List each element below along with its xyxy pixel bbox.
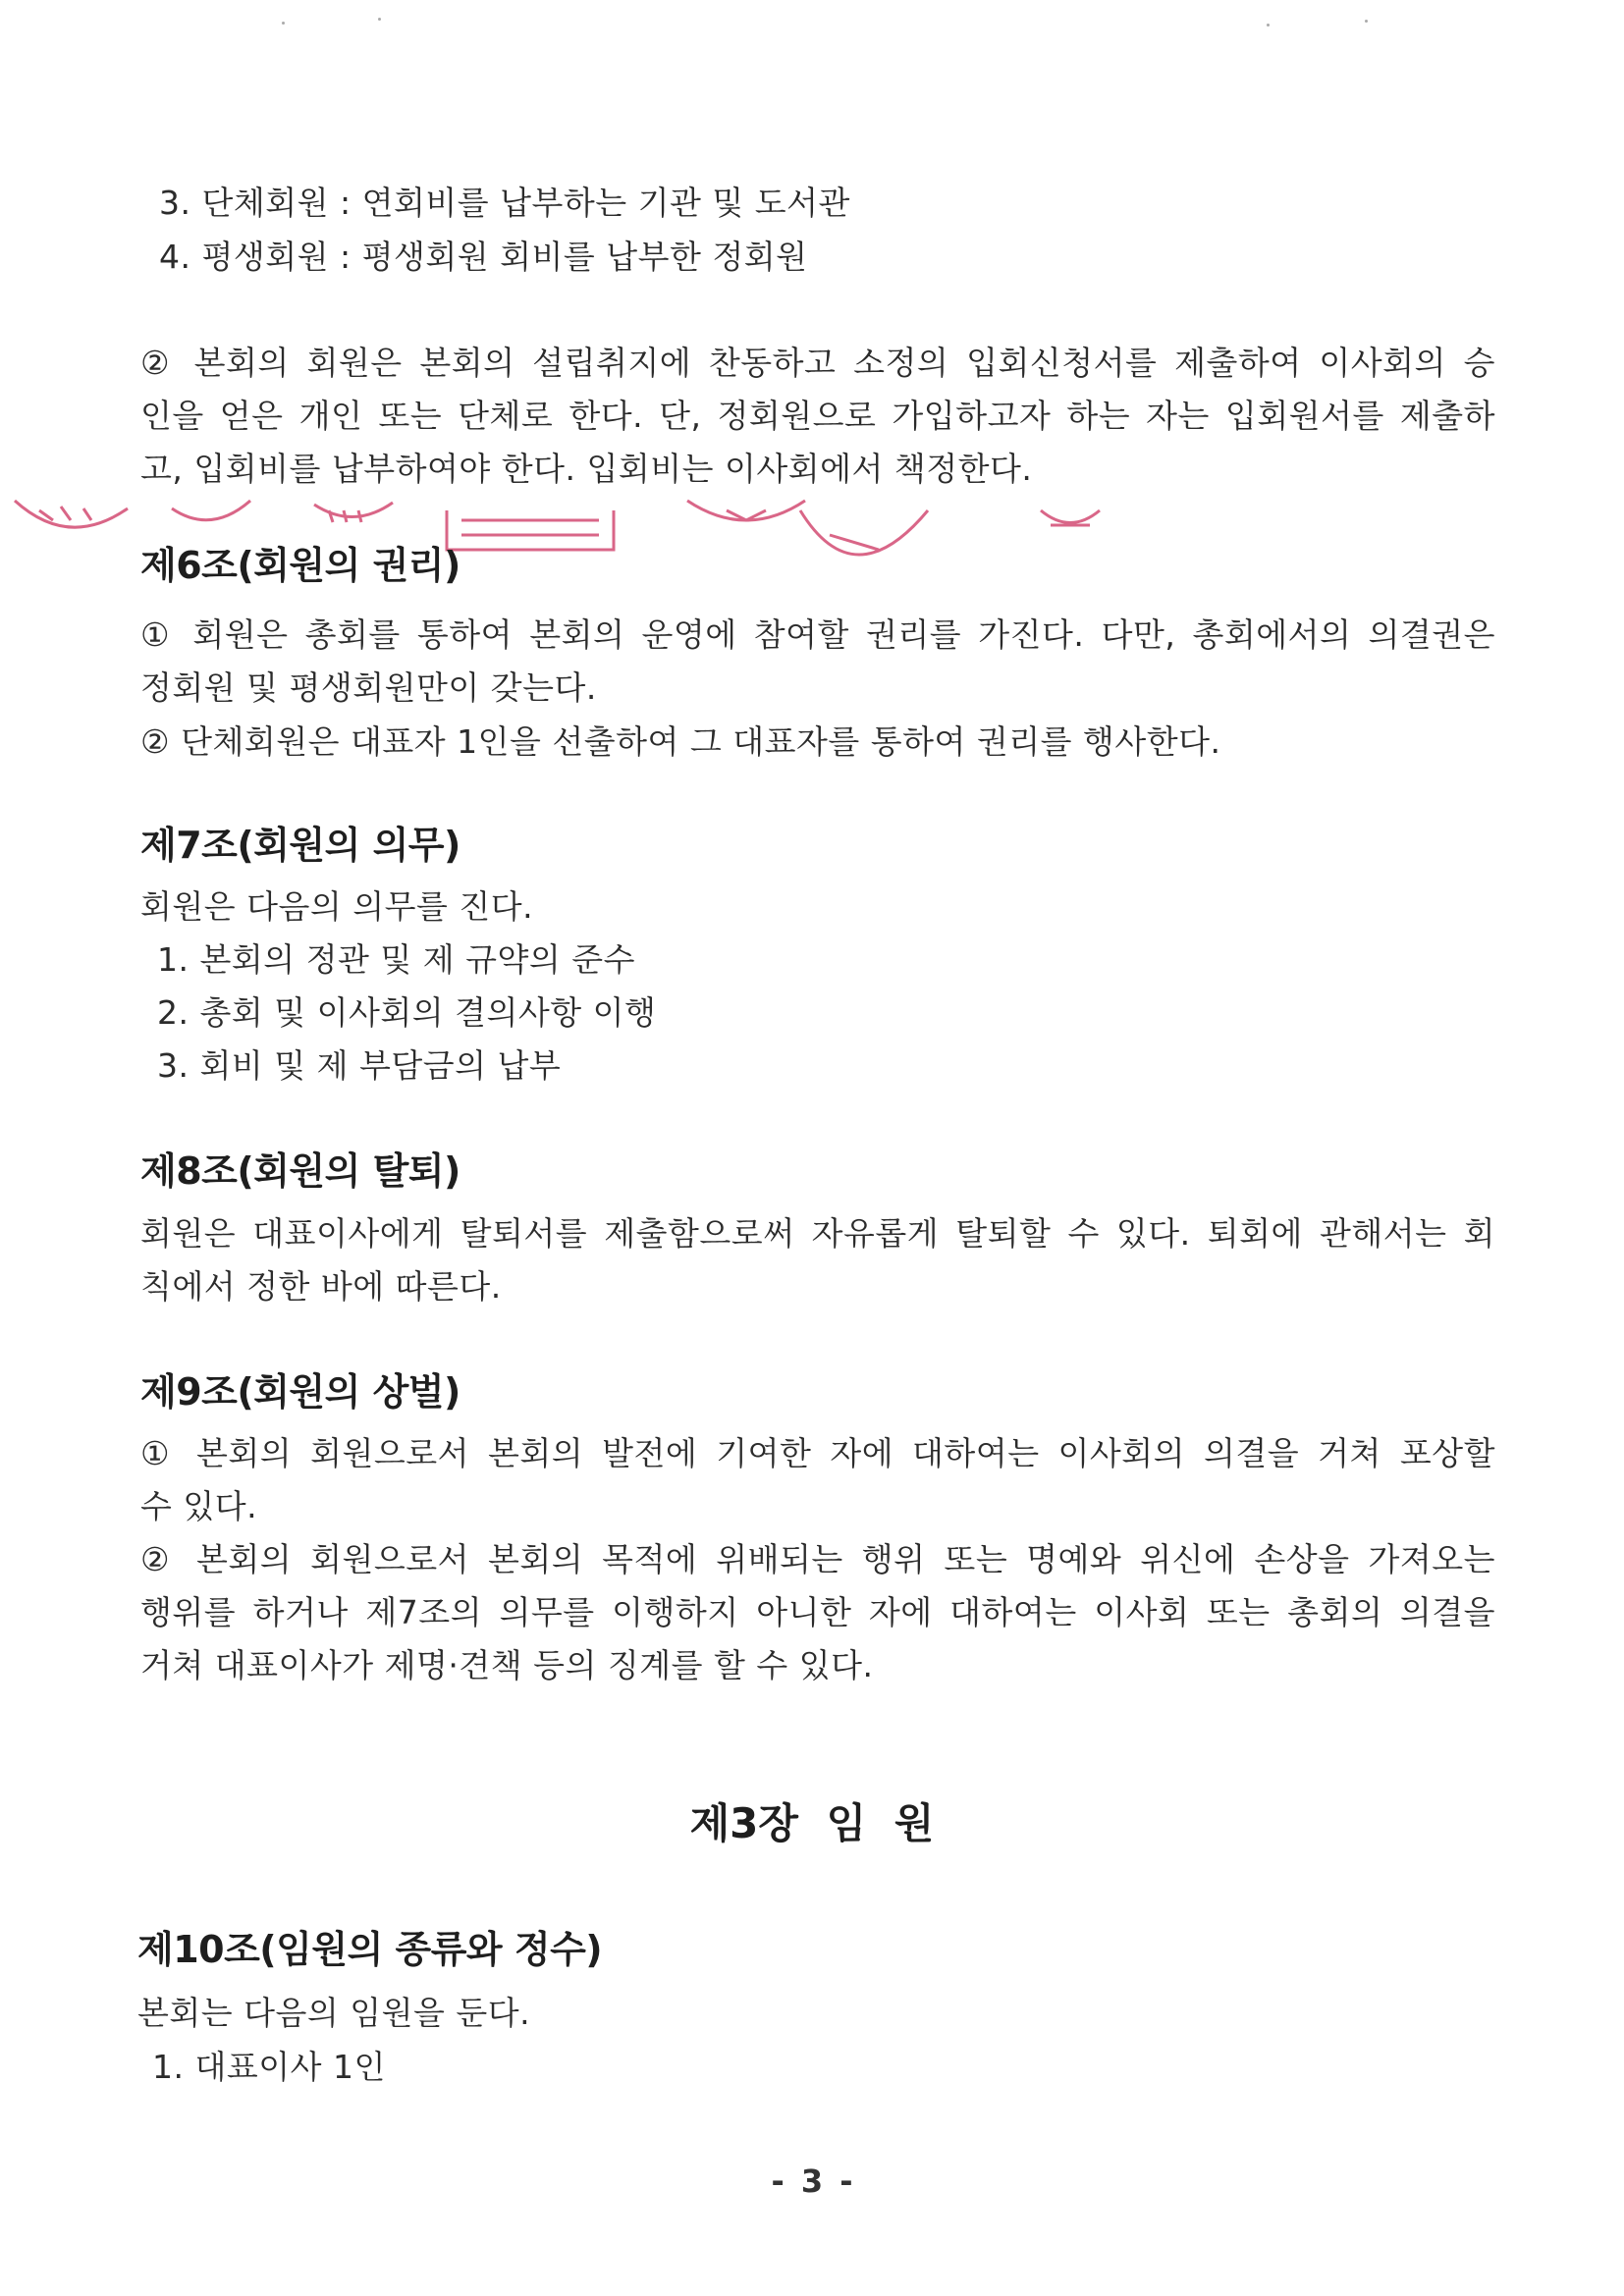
seal-stamp xyxy=(687,501,805,520)
article-heading: 제10조(임원의 종류와 정수) xyxy=(137,1928,603,1971)
paragraph-line: 칙에서 정한 바에 따른다. xyxy=(140,1267,502,1306)
seal-stamp xyxy=(1041,510,1100,525)
paragraph-line: 회원은 대표이사에게 탈퇴서를 제출함으로써 자유롭게 탈퇴할 수 있다. 퇴회에 관해서는 회 xyxy=(140,1214,1495,1253)
list-item: 3. 회비 및 제 부담금의 납부 xyxy=(157,1046,562,1085)
list-item: 1. 대표이사 1인 xyxy=(152,2048,386,2086)
list-item: 1. 본회의 정관 및 제 규약의 준수 xyxy=(157,940,635,979)
chapter-title: 제3장 임 원 xyxy=(689,1799,935,1847)
list-item: 3. 단체회원 : 연회비를 납부하는 기관 및 도서관 xyxy=(159,184,850,222)
scan-speck xyxy=(1365,20,1368,23)
paragraph-line: 본회는 다음의 임원을 둔다. xyxy=(137,1994,531,2032)
paragraph-line: ① 회원은 총회를 통하여 본회의 운영에 참여할 권리를 가진다. 다만, 총회에서의 의결권은 xyxy=(140,615,1495,654)
list-item: 4. 평생회원 : 평생회원 회비를 납부한 정회원 xyxy=(159,238,808,276)
paragraph-line: ② 단체회원은 대표자 1인을 선출하여 그 대표자를 통하여 권리를 행사한다. xyxy=(140,722,1221,761)
seal-stamp xyxy=(800,510,928,555)
article-heading: 제9조(회원의 상벌) xyxy=(140,1370,460,1414)
paragraph-line: ① 본회의 회원으로서 본회의 발전에 기여한 자에 대하여는 이사회의 의결을 거쳐 포상할 xyxy=(140,1434,1495,1472)
paragraph-line: 회원은 다음의 의무를 진다. xyxy=(140,887,534,926)
scan-speck xyxy=(378,18,381,21)
seal-stamp xyxy=(39,507,91,520)
article-heading: 제8조(회원의 탈퇴) xyxy=(140,1149,460,1193)
seal-stamp xyxy=(172,501,250,520)
paragraph-line: 고, 입회비를 납부하여야 한다. 입회비는 이사회에서 책정한다. xyxy=(140,450,1033,488)
page-number: - 3 - xyxy=(771,2163,853,2200)
seal-stamp xyxy=(314,503,393,522)
paragraph-line: ② 본회의 회원은 본회의 설립취지에 찬동하고 소정의 입회신청서를 제출하여 이사회의 승 xyxy=(140,344,1495,382)
article-heading: 제7조(회원의 의무) xyxy=(140,824,460,867)
scan-speck xyxy=(282,22,285,25)
seal-stamp xyxy=(447,510,614,550)
scan-speck xyxy=(1267,24,1270,27)
paragraph-line: 수 있다. xyxy=(140,1487,258,1525)
paragraph-line: 행위를 하거나 제7조의 의무를 이행하지 아니한 자에 대하여는 이사회 또는 총회의 의결을 xyxy=(140,1593,1495,1631)
article-heading: 제6조(회원의 권리) xyxy=(140,544,460,587)
seal-stamp xyxy=(15,501,128,527)
list-item: 2. 총회 및 이사회의 결의사항 이행 xyxy=(157,993,657,1032)
paragraph-line: 인을 얻은 개인 또는 단체로 한다. 단, 정회원으로 가입하고자 하는 자는 입회원서를 제출하 xyxy=(140,397,1495,435)
paragraph-line: ② 본회의 회원으로서 본회의 목적에 위배되는 행위 또는 명예와 위신에 손상을 가져오는 xyxy=(140,1540,1495,1578)
paragraph-line: 정회원 및 평생회원만이 갖는다. xyxy=(140,668,597,707)
paragraph-line: 거쳐 대표이사가 제명·견책 등의 징계를 할 수 있다. xyxy=(140,1646,874,1684)
